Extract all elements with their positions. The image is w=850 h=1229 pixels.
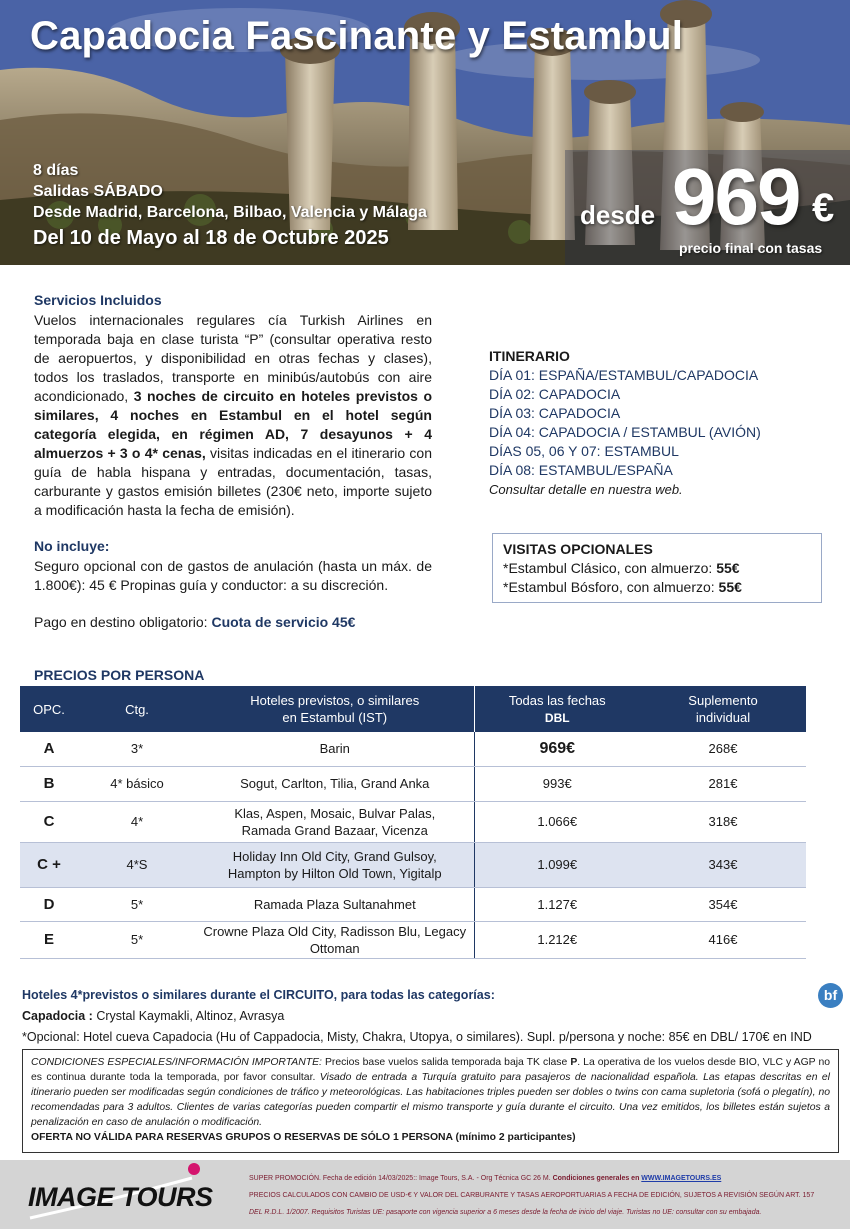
row-category: 4* básico xyxy=(78,766,196,801)
trip-summary xyxy=(33,160,427,251)
header-dates xyxy=(474,686,640,732)
row-dbl-price: 993€ xyxy=(474,766,640,801)
row-category: 5* xyxy=(78,921,196,958)
row-hotels-line: Crowne Plaza Old City, Radisson Blu, Legacy xyxy=(203,923,467,939)
itinerary-section xyxy=(489,348,761,499)
conditions-lead: CONDICIONES ESPECIALES/INFORMACIÓN IMPORTANTE: xyxy=(31,1057,322,1068)
itinerary-day: DÍA 08: ESTAMBUL/ESPAÑA xyxy=(489,462,673,478)
conditions-italic: Visado de entrada a Turquía gratuito para pasajeros de nacionalidad española. Las etapas descritas en el itinerario pueden ser modificadas según condiciones de tráfico y meteorológicas. Las habitaciones triples pueden ser dobles o twins con cama supletoria (sofá o plegatín), no recomendadas para 3 adultos. Clientes de varias categorías pueden compartir el mismo transporte y guía durante el circuito. Una vez emitidos, los billetes están sujetos a penalización en caso de anulación o modificación. xyxy=(31,1072,830,1128)
itinerary-day: DÍA 01: ESPAÑA/ESTAMBUL/CAPADOCIA xyxy=(489,367,759,383)
row-hotels-line: Hampton by Hilton Old Town, Yigitalp xyxy=(227,865,442,881)
price-table xyxy=(20,686,806,959)
row-supplement: 416€ xyxy=(640,921,806,958)
row-supplement: 268€ xyxy=(640,732,806,766)
trip-dates: Del 10 de Mayo al 18 de Octubre 2025 xyxy=(33,227,389,249)
header-supplement xyxy=(640,686,806,732)
row-category: 4* xyxy=(78,801,196,842)
header-supplement-line: individual xyxy=(695,710,751,725)
circuit-hotels-capadocia xyxy=(22,1006,812,1027)
conditions-bold: OFERTA NO VÁLIDA PARA RESERVAS GRUPOS O RESERVAS DE SÓLO 1 PERSONA (mínimo 2 participantes) xyxy=(31,1132,576,1143)
hero-banner xyxy=(0,0,850,265)
price-table-title: PRECIOS POR PERSONA xyxy=(34,667,205,683)
row-hotels-line: Ottoman xyxy=(309,940,360,956)
row-option: A xyxy=(20,732,78,766)
services-text-part: Vuelos internacionales regulares cía Turkish Airlines en temporada baja en clase turista “P” (consultar operativa resto de aeropuertos, y disponibilidad en otras fechas y clases), todos los traslados, transporte en minibús/autobús con aire acondicionado, xyxy=(34,312,432,404)
not-included-heading: No incluye: xyxy=(34,538,110,554)
row-dbl-price: 969€ xyxy=(474,732,640,766)
itinerary-day: DÍA 03: CAPADOCIA xyxy=(489,405,621,421)
footer-legal-text xyxy=(249,1170,839,1221)
trip-origins: Desde Madrid, Barcelona, Bilbao, Valencia y Málaga xyxy=(33,204,427,221)
row-supplement: 343€ xyxy=(640,842,806,887)
footer xyxy=(0,1160,850,1229)
table-row xyxy=(20,801,806,842)
trip-duration: 8 días xyxy=(33,162,79,179)
header-dbl: DBL xyxy=(544,710,570,725)
row-hotels xyxy=(196,801,474,842)
conditions-class: P xyxy=(570,1057,578,1068)
row-hotels xyxy=(196,921,474,958)
footer-line xyxy=(249,1204,839,1221)
price-table-header xyxy=(20,686,806,732)
price-note: precio final con tasas xyxy=(679,240,823,256)
row-option: C xyxy=(20,801,78,842)
itinerary-heading: ITINERARIO xyxy=(489,348,570,364)
image-tours-logo: IMAGE TOURS xyxy=(28,1182,213,1212)
headline-price: 969 xyxy=(672,152,800,241)
circuit-hotels-section xyxy=(22,985,812,1048)
optional-visit-price: 55€ xyxy=(718,579,742,595)
trip-departures: Salidas SÁBADO xyxy=(33,183,163,200)
optional-visits-box xyxy=(492,533,822,603)
table-row xyxy=(20,766,806,801)
row-hotels: Ramada Plaza Sultanahmet xyxy=(196,887,474,921)
table-row xyxy=(20,887,806,921)
not-included-text: Seguro opcional con de gastos de anulación (hasta un máx. de 1.800€): 45 € Propinas guía y conductor: a su discreción. xyxy=(34,558,432,593)
optional-visit-item xyxy=(503,559,811,578)
footer-line: PRECIOS CALCULADOS CON CAMBIO DE USD-€ Y VALOR DEL CARBURANTE Y TASAS AEROPORTUARIAS A FECHA DE EDICIÓN, SUJETOS A REVISIÓN SEGÚN ART. 157 xyxy=(249,1192,815,1199)
capadocia-label: Capadocia : xyxy=(22,1009,93,1023)
header-supplement-line: Suplemento xyxy=(688,693,758,708)
circuit-hotels-heading: Hoteles 4*previstos o similares durante el CIRCUITO, para todas las categorías: xyxy=(22,988,495,1002)
optional-visit-label: *Estambul Bósforo, con almuerzo: xyxy=(503,579,719,595)
header-hotels-line: Hoteles previstos, o similares xyxy=(250,693,420,708)
services-text xyxy=(34,311,432,520)
services-text-part: visitas indicadas en el itinerario con guía de habla hispana y entradas, documentación, tasas, carburante y gastos emisión billetes (230€ neto, importe sujeto a modificación hasta la fecha de emisión). xyxy=(34,445,432,518)
price-prefix: desde xyxy=(580,200,656,230)
footer-line-text: SUPER PROMOCIÓN. Fecha de edición 14/03/2025:: Image Tours, S.A. - Org Técnica GC 26 M. xyxy=(249,1175,553,1182)
row-supplement: 318€ xyxy=(640,801,806,842)
currency-symbol: € xyxy=(812,186,835,230)
table-row xyxy=(20,921,806,958)
not-included-section xyxy=(34,538,432,595)
row-hotels-line: Klas, Aspen, Mosaic, Bulvar Palas, xyxy=(234,805,436,821)
row-hotels: Sogut, Carlton, Tilia, Grand Anka xyxy=(196,766,474,801)
optional-visit-item xyxy=(503,578,811,597)
logo-dot-icon xyxy=(188,1163,200,1175)
row-option: E xyxy=(20,921,78,958)
row-supplement: 354€ xyxy=(640,887,806,921)
row-hotels-line: Ramada Grand Bazaar, Vicenza xyxy=(241,822,428,838)
row-option: B xyxy=(20,766,78,801)
itinerary-day: DÍA 02: CAPADOCIA xyxy=(489,386,621,402)
optional-visit-price: 55€ xyxy=(716,560,740,576)
row-dbl-price: 1.066€ xyxy=(474,801,640,842)
row-hotels-line: Holiday Inn Old City, Grand Gulsoy, xyxy=(232,848,437,864)
row-category: 3* xyxy=(78,732,196,766)
services-included-section xyxy=(34,292,432,520)
conditions-text: Precios base vuelos salida temporada baja TK clase xyxy=(321,1057,571,1068)
footer-line xyxy=(249,1170,839,1187)
header-hotels-line: en Estambul (IST) xyxy=(282,710,388,725)
row-supplement: 281€ xyxy=(640,766,806,801)
optional-visits-heading: VISITAS OPCIONALES xyxy=(503,541,653,557)
website-link[interactable]: WWW.IMAGETOURS.ES xyxy=(641,1175,722,1182)
footer-line-bold: Condiciones generales en xyxy=(552,1175,642,1182)
row-hotels: Barin xyxy=(196,732,474,766)
table-row xyxy=(20,732,806,766)
row-dbl-price: 1.099€ xyxy=(474,842,640,887)
optional-visit-label: *Estambul Clásico, con almuerzo: xyxy=(503,560,717,576)
conditions-text: . La operativa de los vuelos desde BIO, VLC y AGP no es continua durante toda la temporada, por favor consultar. xyxy=(31,1057,831,1083)
services-text-bold: 3 noches de circuito en hoteles previstos o similares, 4 noches en Estambul en el hotel según categoría elegida, en régimen AD, 7 desayunos + 4 almuerzos + 3 o 4* cenas, xyxy=(34,388,432,461)
itinerary-day: DÍAS 05, 06 Y 07: ESTAMBUL xyxy=(489,443,679,459)
header-opc: OPC. xyxy=(20,686,78,732)
header-hotels xyxy=(196,686,474,732)
page-title: Capadocia Fascinante y Estambul xyxy=(30,14,684,58)
row-option: C + xyxy=(20,842,78,887)
header-ctg: Ctg. xyxy=(78,686,196,732)
capadocia-hotels: Crystal Kaymakli, Altinoz, Avrasya xyxy=(92,1009,285,1023)
table-row xyxy=(20,842,806,887)
row-option: D xyxy=(20,887,78,921)
payment-note xyxy=(34,614,355,630)
conditions-box xyxy=(22,1049,839,1153)
itinerary-note: Consultar detalle en nuestra web. xyxy=(489,482,683,497)
header-dates-line: Todas las fechas xyxy=(508,692,606,708)
bf-logo-icon: bf xyxy=(818,983,843,1008)
circuit-hotels-optional: *Opcional: Hotel cueva Capadocia (Hu of Cappadocia, Misty, Chakra, Utopya, o similares). Supl. p/persona y noche: 85€ en DBL/ 170€ en IND xyxy=(22,1030,812,1044)
row-dbl-price: 1.212€ xyxy=(474,921,640,958)
row-category: 4*S xyxy=(78,842,196,887)
itinerary-day: DÍA 04: CAPADOCIA / ESTAMBUL (AVIÓN) xyxy=(489,424,761,440)
row-category: 5* xyxy=(78,887,196,921)
payment-value: Cuota de servicio 45€ xyxy=(211,614,356,630)
row-dbl-price: 1.127€ xyxy=(474,887,640,921)
footer-line-italic: DEL R.D.L. 1/2007. Requisitos Turistas UE: pasaporte con vigencia superior a 6 meses desde la fecha de inicio del viaje. Turistas no UE: consultar con su embajada. xyxy=(249,1209,762,1216)
row-hotels xyxy=(196,842,474,887)
services-heading: Servicios Incluidos xyxy=(34,292,162,308)
payment-label: Pago en destino obligatorio: xyxy=(34,614,212,630)
